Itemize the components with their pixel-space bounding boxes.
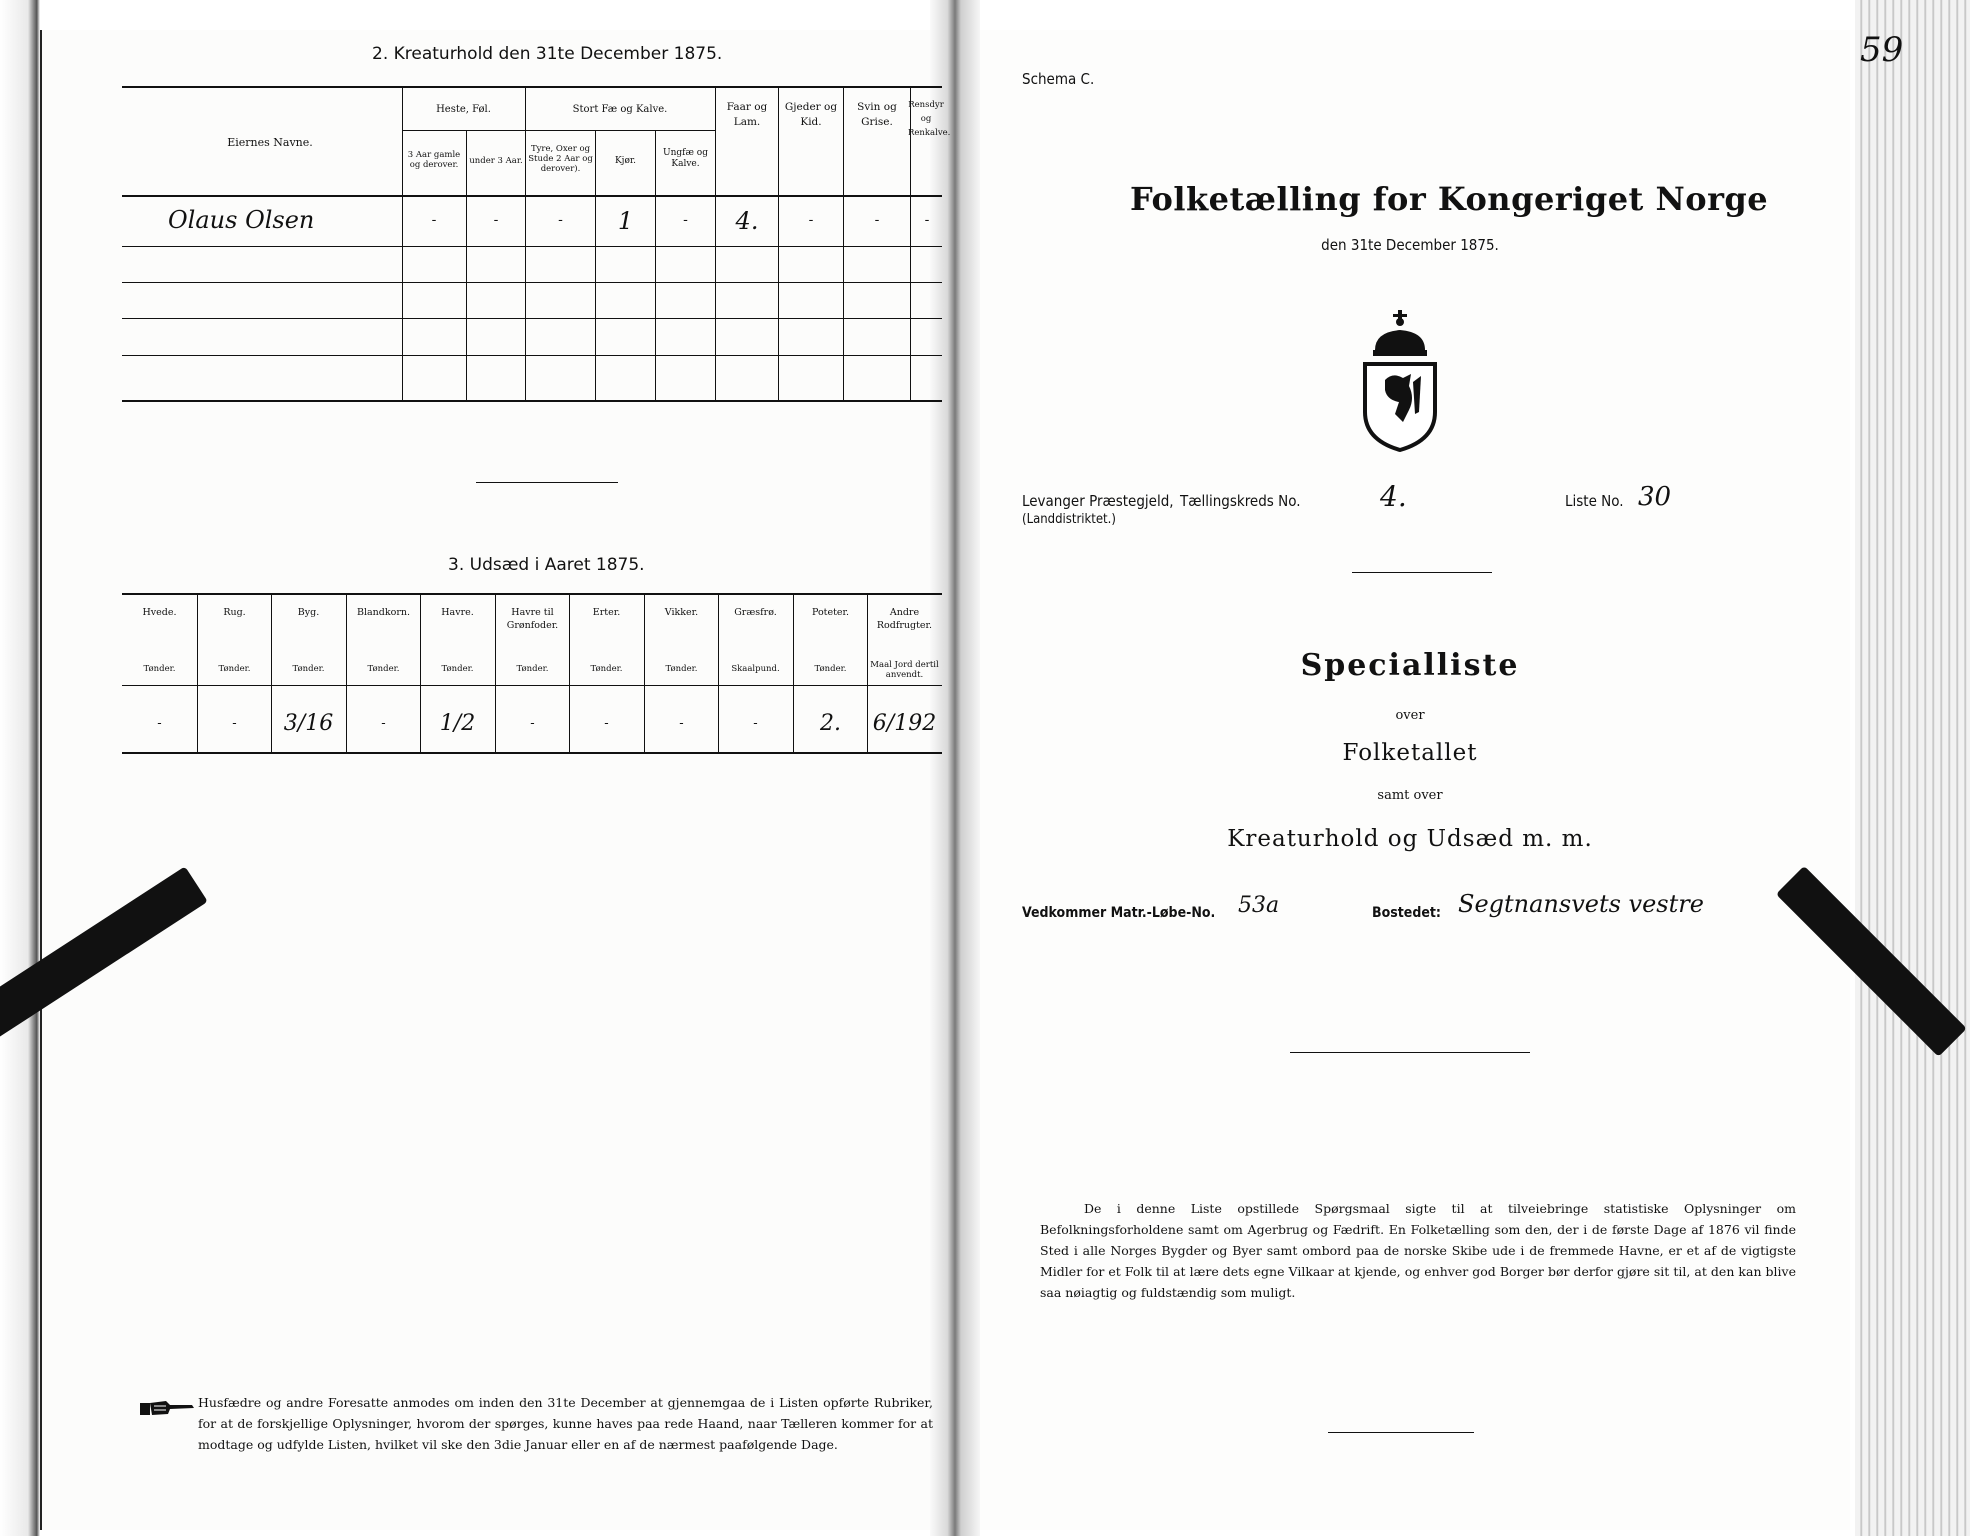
table2-col-rule <box>466 130 467 402</box>
matr-label: Vedkommer Matr.-Løbe-No. <box>1022 905 1216 921</box>
table2-col-rule <box>715 86 716 402</box>
divider-rule <box>1290 1052 1530 1053</box>
prestegjeld-label: Levanger Præstegjeld, <box>1022 492 1174 510</box>
header-young-calves: Ungfæ og Kalve. <box>663 148 708 169</box>
bosted-label: Bostedet: <box>1372 905 1441 921</box>
table3-unit-6: Tønder. <box>590 664 623 674</box>
table3-header-8: Græsfrø. <box>734 607 777 618</box>
section2-title: 2. Kreaturhold den 31te December 1875. <box>372 44 723 64</box>
specialliste-title: Specialliste <box>1300 648 1520 683</box>
table2-col-rule <box>402 86 403 402</box>
table3-unit-5: Tønder. <box>516 664 549 674</box>
table3-bottom-rule <box>122 752 942 754</box>
header-horses: Heste, Føl. <box>436 104 491 115</box>
table2-subheader-rule <box>525 130 715 131</box>
header-cattle: Stort Fæ og Kalve. <box>572 104 668 115</box>
owner-name: Olaus Olsen <box>168 206 315 234</box>
table3-unit-9: Tønder. <box>814 664 847 674</box>
footer-explanation: De i denne Liste opstillede Spørgsmaal sigte til at tilveiebringe statistiske Oplysninger om Befolkningsforholdene samt om Agerbrug og Fædrift. En Folketælling som den, der i de første Dage af 1876 vil finde Sted i alle Norges Bygder og Byer samt ombord paa de norske Skibe ude i de fremmede Havne, er et af de vigtigste Midler for et Folk til at lære dets egne Vilkaar at kjende, og enhver god Borger bør derfor gjøre sit til, at den kan blive saa nøiagtig og fuldstændig som muligt. <box>1040 1201 1796 1300</box>
table3-col-rule <box>420 593 421 754</box>
kreds-label: Tællingskreds No. <box>1180 492 1301 510</box>
table3-col-rule <box>718 593 719 754</box>
section3-title: 3. Udsæd i Aaret 1875. <box>448 555 645 575</box>
table3-col-rule <box>495 593 496 754</box>
header-pigs: Svin og Grise. <box>857 101 897 128</box>
table2-header-rule <box>122 195 942 197</box>
header-horses-3plus: 3 Aar gamle og derover. <box>407 150 461 170</box>
table2-col-rule <box>655 130 656 402</box>
table3-top-rule <box>122 593 942 595</box>
kreds-value: 4. <box>1380 480 1407 513</box>
coat-of-arms-emblem <box>1355 302 1445 456</box>
divider-rule <box>1328 1432 1474 1433</box>
table3-header-2: Byg. <box>297 607 320 618</box>
table3-header-0: Hvede. <box>142 607 177 618</box>
table3-value-4: 1/2 <box>439 711 476 736</box>
cell-reindeer: - <box>924 212 930 228</box>
table3-header-10: Andre Rodfrugter. <box>876 607 933 631</box>
pointing-hand-icon <box>140 1398 196 1420</box>
header-horses-under3: under 3 Aar. <box>469 156 523 166</box>
cell-horses-3plus: - <box>431 212 437 228</box>
table3-unit-8: Skaalpund. <box>731 664 780 674</box>
right-page <box>955 30 1850 1530</box>
table2-row-rule <box>122 282 942 283</box>
table3-value-8: - <box>753 716 758 731</box>
table3-col-rule <box>867 593 868 754</box>
main-title: Folketælling for Kongeriget Norge <box>1130 180 1769 218</box>
table3-unit-4: Tønder. <box>441 664 474 674</box>
table3-header-6: Erter. <box>592 607 621 618</box>
cell-bulls: - <box>558 212 563 228</box>
header-reindeer: Rensdyr og Renkalve. <box>908 100 951 138</box>
table3-unit-1: Tønder. <box>218 664 251 674</box>
cell-pigs: - <box>874 212 880 228</box>
table3-unit-0: Tønder. <box>143 664 176 674</box>
header-owner: Eiernes Navne. <box>227 136 313 149</box>
table3-value-6: - <box>604 716 609 731</box>
samt-over-text: samt over <box>1377 788 1443 803</box>
divider-rule <box>1352 572 1492 573</box>
header-bulls: Tyre, Oxer og Stude 2 Aar og derover). <box>528 144 593 174</box>
schema-label: Schema C. <box>1022 70 1095 88</box>
table2-col-rule <box>843 86 844 402</box>
table3-value-9: 2. <box>820 711 841 736</box>
table3-header-5: Havre til Grønfoder. <box>506 607 559 631</box>
divider-rule <box>476 482 618 483</box>
bosted-value: Segtnansvets vestre <box>1458 890 1704 918</box>
table3-value-7: - <box>679 716 684 731</box>
table3-unit-3: Tønder. <box>367 664 400 674</box>
table3-value-5: - <box>530 716 535 731</box>
page-number: 59 <box>1860 30 1904 70</box>
table2-col-rule <box>595 130 596 402</box>
table2-top-rule <box>122 86 942 88</box>
header-goats: Gjeder og Kid. <box>784 101 838 128</box>
cell-goats: - <box>808 212 814 228</box>
date-line: den 31te December 1875. <box>1321 236 1499 254</box>
table3-header-7: Vikker. <box>664 607 699 618</box>
cell-horses-under3: - <box>493 212 499 228</box>
table3-col-rule <box>644 593 645 754</box>
table3-header-9: Poteter. <box>811 607 850 618</box>
liste-label: Liste No. <box>1565 492 1624 510</box>
table3-header-3: Blandkorn. <box>356 607 411 618</box>
district-label: (Landdistriktet.) <box>1022 512 1116 527</box>
book-left-edge <box>0 0 40 1536</box>
table3-col-rule <box>346 593 347 754</box>
table3-header-4: Havre. <box>441 607 474 618</box>
page-stack-edge <box>1855 0 1970 1536</box>
table3-value-10: 6/192 <box>872 711 937 736</box>
over-text: over <box>1395 708 1425 723</box>
table3-unit-10: Maal Jord dertil anvendt. <box>870 660 939 680</box>
left-page <box>40 30 967 1530</box>
cell-sheep: 4. <box>735 207 759 235</box>
table3-unit-7: Tønder. <box>665 664 698 674</box>
notice-text: Husfædre og andre Foresatte anmodes om inden den 31te December at gjennemgaa de i Listen opførte Rubriker, for at de forskjellige Oplysninger, hvorom der spørges, kunne haves paa rede Haand, naar Tælleren kommer for at modtage og udfylde Listen, hvilket vil ske den 3die Januar eller en af de nærmest paafølgende Dage. <box>198 1395 933 1452</box>
header-sheep: Faar og Lam. <box>726 101 768 128</box>
table3-header-1: Rug. <box>223 607 246 618</box>
table3-value-3: - <box>381 716 386 731</box>
table3-col-rule <box>197 593 198 754</box>
table3-col-rule <box>271 593 272 754</box>
table2-col-rule <box>525 86 526 402</box>
table2-row-rule <box>122 355 942 356</box>
folketallet-title: Folketallet <box>1342 740 1478 766</box>
table3-col-rule <box>793 593 794 754</box>
liste-value: 30 <box>1638 482 1672 512</box>
table3-value-0: - <box>157 716 162 731</box>
table3-unit-2: Tønder. <box>292 664 325 674</box>
cell-young-calves: - <box>683 212 688 228</box>
table3-col-rule <box>569 593 570 754</box>
table2-bottom-rule <box>122 400 942 402</box>
book-gutter <box>930 0 980 1536</box>
matr-value: 53a <box>1238 893 1280 918</box>
header-cows: Kjør. <box>614 156 637 166</box>
table3-header-rule <box>122 685 942 686</box>
table2-subheader-rule <box>402 130 542 131</box>
table2-col-rule <box>778 86 779 402</box>
cell-cows: 1 <box>617 207 634 235</box>
kreaturhold-title: Kreaturhold og Udsæd m. m. <box>1227 826 1593 852</box>
table2-row-rule <box>122 318 942 319</box>
table3-value-2: 3/16 <box>283 711 334 736</box>
table3-value-1: - <box>232 716 237 731</box>
table2-row-rule <box>122 246 942 247</box>
